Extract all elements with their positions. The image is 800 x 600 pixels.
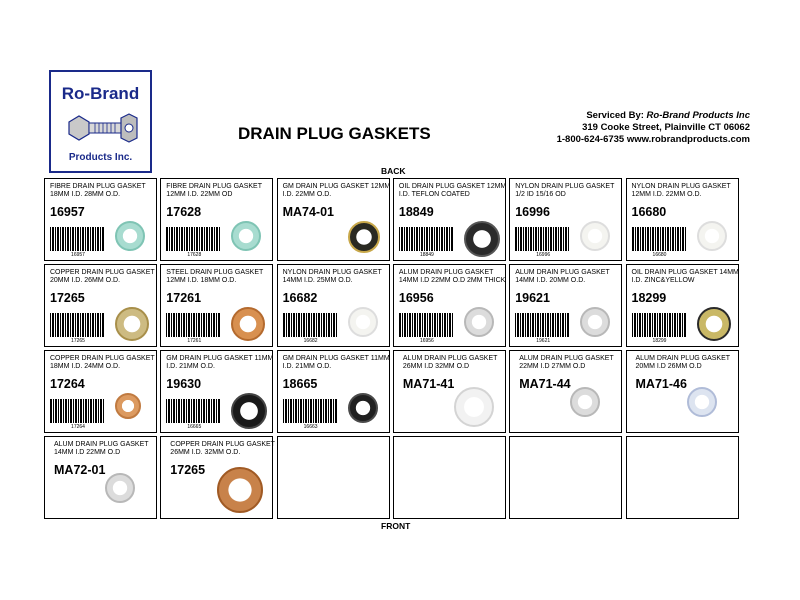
gasket-cell — [277, 350, 390, 433]
gasket-cell — [626, 436, 739, 519]
gasket-photo — [348, 221, 380, 253]
gasket-cell — [509, 264, 622, 347]
barcode-number: 19621 — [536, 338, 551, 344]
gasket-description: ALUM DRAIN PLUG GASKET 14MM I.D 22MM O.D — [54, 441, 149, 456]
barcode — [50, 313, 106, 337]
part-number: 17264 — [50, 377, 85, 391]
gasket-cell — [626, 178, 739, 261]
service-address: 319 Cooke Street, Plainville CT 06062 — [582, 122, 750, 133]
gasket-description: ALUM DRAIN PLUG GASKET 22MM I.D 27MM O.D — [519, 355, 614, 370]
gasket-photo — [580, 221, 610, 251]
gasket-cell — [509, 350, 622, 433]
gasket-cell — [160, 436, 273, 519]
barcode — [50, 399, 106, 423]
gasket-photo — [115, 307, 149, 341]
gasket-description: OIL DRAIN PLUG GASKET 14MM I.D. ZINC&YELLOW — [631, 269, 739, 284]
part-number: 19621 — [515, 291, 550, 305]
front-label: FRONT — [381, 521, 411, 531]
gasket-cell — [393, 264, 506, 347]
logo-bottom-text: Products Inc. — [68, 152, 133, 163]
gasket-cell — [509, 436, 622, 519]
gasket-photo — [570, 387, 600, 417]
gasket-cell — [393, 350, 506, 433]
page-title: DRAIN PLUG GASKETS — [238, 124, 431, 143]
gasket-cell — [277, 436, 390, 519]
gasket-description: COPPER DRAIN PLUG GASKET 26MM I.D. 32MM O.D. — [170, 441, 275, 456]
gasket-cell — [44, 350, 157, 433]
gasket-description: COPPER DRAIN PLUG GASKET 18MM I.D. 24MM O.D. — [50, 355, 155, 370]
gasket-photo — [697, 307, 731, 341]
part-number: MA71-41 — [402, 377, 455, 391]
gasket-photo — [231, 393, 267, 429]
gasket-photo — [464, 221, 500, 257]
gasket-description: COPPER DRAIN PLUG GASKET 20MM I.D. 26MM O.D. — [50, 269, 155, 284]
gasket-cell — [44, 436, 157, 519]
barcode-number: 16682 — [303, 338, 318, 344]
gasket-grid — [44, 178, 741, 519]
barcode — [166, 227, 222, 251]
part-number: 16996 — [515, 205, 550, 219]
service-contact: 1-800-624-6735 www.robrandproducts.com — [556, 134, 750, 145]
gasket-cell — [626, 264, 739, 347]
part-number: 17265 — [170, 463, 206, 477]
gasket-cell — [160, 350, 273, 433]
gasket-description: ALUM DRAIN PLUG GASKET 14MM I.D 22MM O.D 2MM THICK — [398, 269, 506, 284]
gasket-photo — [348, 393, 378, 423]
barcode-number: 18299 — [652, 338, 667, 344]
gasket-description: NYLON DRAIN PLUG GASKET 1/2 ID 15/16 OD — [515, 183, 615, 198]
gasket-photo — [464, 307, 494, 337]
gasket-description: GM DRAIN PLUG GASKET 11MM I.D. 21MM O.D. — [282, 355, 390, 370]
gasket-description: FIBRE DRAIN PLUG GASKET 18MM I.D. 28MM O.D. — [50, 183, 146, 198]
gasket-cell — [277, 264, 390, 347]
part-number: 18299 — [631, 291, 667, 305]
gasket-cell — [277, 178, 390, 261]
gasket-description: NYLON DRAIN PLUG GASKET 12MM I.D. 22MM O.D. — [631, 183, 731, 198]
gasket-description: ALUM DRAIN PLUG GASKET 14MM I.D. 20MM O.D. — [515, 269, 610, 284]
barcode — [632, 227, 688, 251]
part-number: MA71-46 — [635, 377, 687, 391]
part-number: 16682 — [282, 291, 318, 305]
barcode — [166, 399, 222, 423]
gasket-description: ALUM DRAIN PLUG GASKET 26MM I.D 32MM O.D — [402, 355, 498, 370]
service-label: Serviced By: — [586, 110, 644, 121]
barcode — [515, 227, 571, 251]
gasket-description: STEEL DRAIN PLUG GASKET 12MM I.D. 18MM O.D. — [166, 269, 264, 284]
gasket-cell — [44, 178, 157, 261]
bolt-nut-icon — [65, 108, 139, 148]
barcode-number: 17261 — [187, 338, 202, 344]
part-number: 16956 — [398, 291, 434, 305]
part-number: 16957 — [50, 205, 85, 219]
gasket-cell — [160, 178, 273, 261]
barcode — [166, 313, 222, 337]
barcode-number: 16680 — [652, 252, 667, 258]
barcode-number: 16996 — [536, 252, 551, 258]
gasket-photo — [231, 307, 265, 341]
barcode — [515, 313, 571, 337]
part-number: 18849 — [398, 205, 434, 219]
gasket-photo — [115, 393, 141, 419]
gasket-cell — [44, 264, 157, 347]
part-number: 17265 — [50, 291, 85, 305]
gasket-photo — [687, 387, 717, 417]
gasket-cell — [509, 178, 622, 261]
barcode — [283, 313, 339, 337]
gasket-description: NYLON DRAIN PLUG GASKET 14MM I.D. 25MM O.D. — [282, 269, 382, 284]
barcode — [399, 313, 455, 337]
service-company: Ro-Brand Products Inc — [646, 110, 750, 121]
barcode-number: 16663 — [303, 424, 318, 430]
gasket-cell — [393, 436, 506, 519]
gasket-photo — [231, 221, 261, 251]
barcode — [50, 227, 106, 251]
gasket-photo — [454, 387, 494, 427]
gasket-photo — [348, 307, 378, 337]
barcode-number: 17265 — [71, 338, 85, 344]
gasket-description: GM DRAIN PLUG GASKET 12MM I.D. 22MM O.D. — [282, 183, 391, 198]
part-number: 17261 — [166, 291, 202, 305]
barcode-number: 16956 — [419, 338, 434, 344]
part-number: 18665 — [282, 377, 318, 391]
gasket-description: FIBRE DRAIN PLUG GASKET 12MM I.D. 22MM OD — [166, 183, 262, 198]
gasket-photo — [580, 307, 610, 337]
logo-top-text: Ro-Brand — [61, 84, 140, 103]
part-number: 19630 — [166, 377, 202, 391]
barcode — [283, 399, 339, 423]
part-number: MA72-01 — [54, 463, 106, 477]
gasket-cell — [160, 264, 273, 347]
barcode — [399, 227, 455, 251]
gasket-description: ALUM DRAIN PLUG GASKET 20MM I.D 26MM O.D — [635, 355, 730, 370]
barcode-number: 18849 — [419, 252, 434, 258]
gasket-photo — [115, 221, 145, 251]
barcode — [632, 313, 688, 337]
gasket-description: OIL DRAIN PLUG GASKET 12MM I.D. TEFLON COATED — [398, 183, 507, 198]
back-label: BACK — [381, 166, 406, 176]
gasket-photo — [105, 473, 135, 503]
barcode-number: 17264 — [71, 424, 85, 430]
barcode-number: 16957 — [71, 252, 85, 258]
barcode-number: 16665 — [187, 424, 202, 430]
gasket-photo — [697, 221, 727, 251]
part-number: MA74-01 — [282, 205, 335, 219]
part-number: MA71-44 — [519, 377, 571, 391]
gasket-description: GM DRAIN PLUG GASKET 11MM I.D. 21MM O.D. — [166, 355, 274, 370]
gasket-cell — [626, 350, 739, 433]
part-number: 17628 — [166, 205, 202, 219]
gasket-photo — [217, 467, 263, 513]
barcode-number: 17628 — [187, 252, 202, 258]
service-info — [557, 110, 750, 146]
brand-logo — [49, 70, 152, 173]
part-number: 16680 — [631, 205, 667, 219]
gasket-cell — [393, 178, 506, 261]
